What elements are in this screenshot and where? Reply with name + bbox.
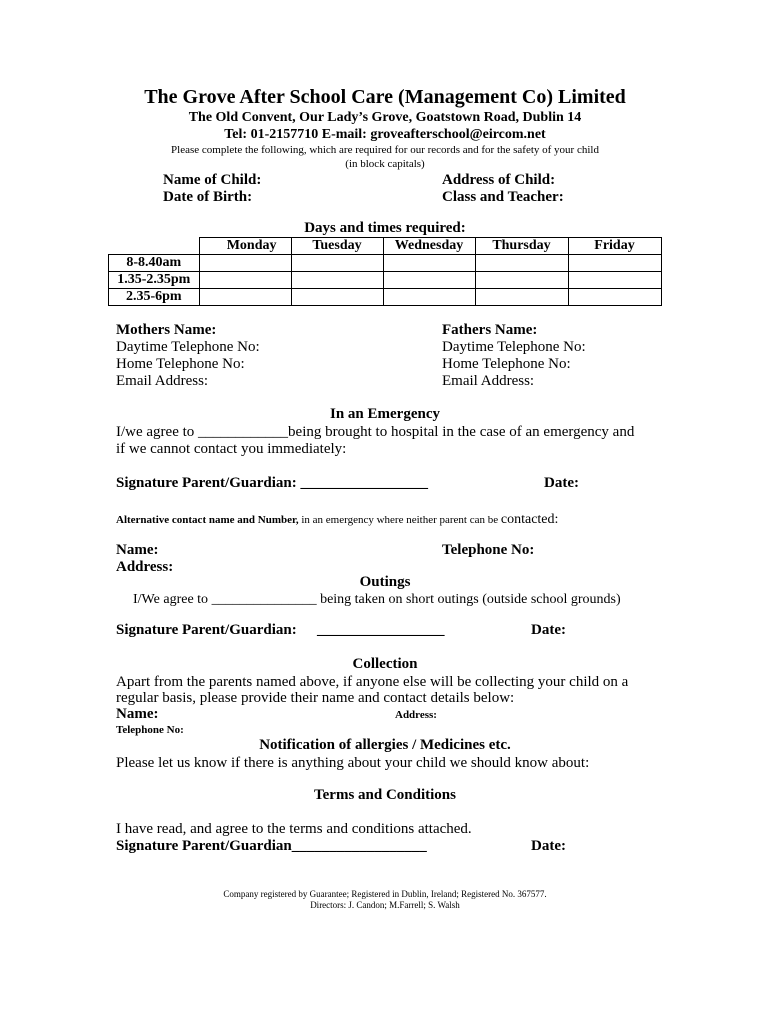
schedule-cell[interactable]	[475, 289, 568, 306]
footer-directors: Directors: J. Candon; M.Farrell; S. Walsh	[310, 900, 460, 910]
collection-name-label: Name:	[116, 706, 159, 722]
terms-date-label: Date:	[531, 838, 566, 854]
father-home-phone-label: Home Telephone No:	[442, 356, 571, 372]
allergies-heading: Notification of allergies / Medicines etc.	[259, 737, 511, 753]
alternative-contact-label: Alternative contact name and Number, in an emergency where neither parent can be contacted:	[116, 512, 559, 527]
collection-phone-label: Telephone No:	[116, 724, 184, 736]
time-slot-label: 1.35-2.35pm	[109, 272, 200, 289]
terms-signature-line[interactable]: __________________	[291, 838, 427, 854]
day-friday: Friday	[568, 238, 661, 255]
mother-daytime-phone-label: Daytime Telephone No:	[116, 339, 260, 355]
schedule-row	[109, 289, 662, 306]
child-dob-label: Date of Birth:	[163, 189, 253, 205]
schedule-cell[interactable]	[475, 255, 568, 272]
emergency-consent-text: I/we agree to ____________being brought to hospital in the case of an emergency and	[116, 424, 635, 440]
alternative-name-label: Name:	[116, 542, 159, 558]
page-title: The Grove After School Care (Management Co) Limited	[144, 86, 626, 108]
schedule-header-row	[109, 238, 662, 255]
allergies-text: Please let us know if there is anything about your child we should know about:	[116, 755, 590, 771]
terms-heading: Terms and Conditions	[314, 787, 456, 803]
mother-home-phone-label: Home Telephone No:	[116, 356, 245, 372]
intro-text: Please complete the following, which are required for our records and for the safety of your child	[171, 144, 599, 156]
day-thursday: Thursday	[475, 238, 568, 255]
terms-text: I have read, and agree to the terms and conditions attached.	[116, 821, 472, 837]
schedule-cell[interactable]	[383, 255, 475, 272]
footer-registration: Company registered by Guarantee; Registered in Dublin, Ireland; Registered No. 367577.	[223, 889, 547, 899]
father-email-label: Email Address:	[442, 373, 535, 389]
emergency-heading: In an Emergency	[330, 406, 440, 422]
emergency-signature: Signature Parent/Guardian: _________________	[116, 475, 428, 491]
schedule-cell[interactable]	[568, 272, 661, 289]
day-tuesday: Tuesday	[291, 238, 383, 255]
outings-name-blank[interactable]: _______________	[211, 592, 317, 607]
day-monday: Monday	[199, 238, 291, 255]
mother-email-label: Email Address:	[116, 373, 209, 389]
collection-text: Apart from the parents named above, if anyone else will be collecting your child on a	[116, 674, 629, 690]
schedule-cell[interactable]	[199, 255, 291, 272]
schedule-cell[interactable]	[568, 289, 661, 306]
child-address-label: Address of Child:	[442, 172, 556, 188]
collection-heading: Collection	[352, 656, 418, 672]
schedule-cell[interactable]	[199, 272, 291, 289]
alternative-address-label: Address:	[116, 559, 174, 575]
schedule-cell[interactable]	[291, 272, 383, 289]
schedule-row	[109, 255, 662, 272]
mother-name-label: Mothers Name:	[116, 322, 217, 338]
schedule-cell[interactable]	[475, 272, 568, 289]
collection-address-label: Address:	[395, 709, 437, 721]
schedule-cell[interactable]	[199, 289, 291, 306]
alternative-phone-label: Telephone No:	[442, 542, 535, 558]
emergency-signature-line[interactable]: _________________	[300, 475, 428, 491]
company-address: The Old Convent, Our Lady’s Grove, Goatstown Road, Dublin 14	[188, 110, 582, 125]
time-slot-label: 8-8.40am	[109, 255, 200, 272]
outings-heading: Outings	[359, 574, 411, 590]
schedule-heading: Days and times required:	[304, 220, 466, 236]
emergency-date-label: Date:	[544, 475, 579, 491]
outings-signature-line[interactable]: _________________	[317, 622, 445, 638]
collection-text-2: regular basis, please provide their name and contact details below:	[116, 690, 515, 706]
schedule-cell[interactable]	[383, 289, 475, 306]
schedule-grid	[108, 237, 662, 306]
time-slot-label: 2.35-6pm	[109, 289, 200, 306]
company-contact: Tel: 01-2157710 E-mail: groveafterschool@eircom.net	[224, 127, 546, 142]
schedule-cell[interactable]	[291, 289, 383, 306]
intro-note: (in block capitals)	[345, 158, 425, 170]
outings-signature-label: Signature Parent/Guardian:	[116, 622, 297, 638]
schedule-cell[interactable]	[383, 272, 475, 289]
father-daytime-phone-label: Daytime Telephone No:	[442, 339, 586, 355]
emergency-consent-text-2: if we cannot contact you immediately:	[116, 441, 347, 457]
child-name-label: Name of Child:	[163, 172, 262, 188]
emergency-name-blank[interactable]: ____________	[198, 424, 289, 440]
schedule-row	[109, 272, 662, 289]
father-name-label: Fathers Name:	[442, 322, 538, 338]
class-teacher-label: Class and Teacher:	[442, 189, 564, 205]
schedule-cell[interactable]	[568, 255, 661, 272]
schedule-cell[interactable]	[291, 255, 383, 272]
day-wednesday: Wednesday	[383, 238, 475, 255]
terms-signature: Signature Parent/Guardian__________________	[116, 838, 427, 854]
outings-consent-text: I/We agree to _______________ being taken on short outings (outside school grounds)	[133, 592, 621, 607]
outings-date-label: Date:	[531, 622, 566, 638]
